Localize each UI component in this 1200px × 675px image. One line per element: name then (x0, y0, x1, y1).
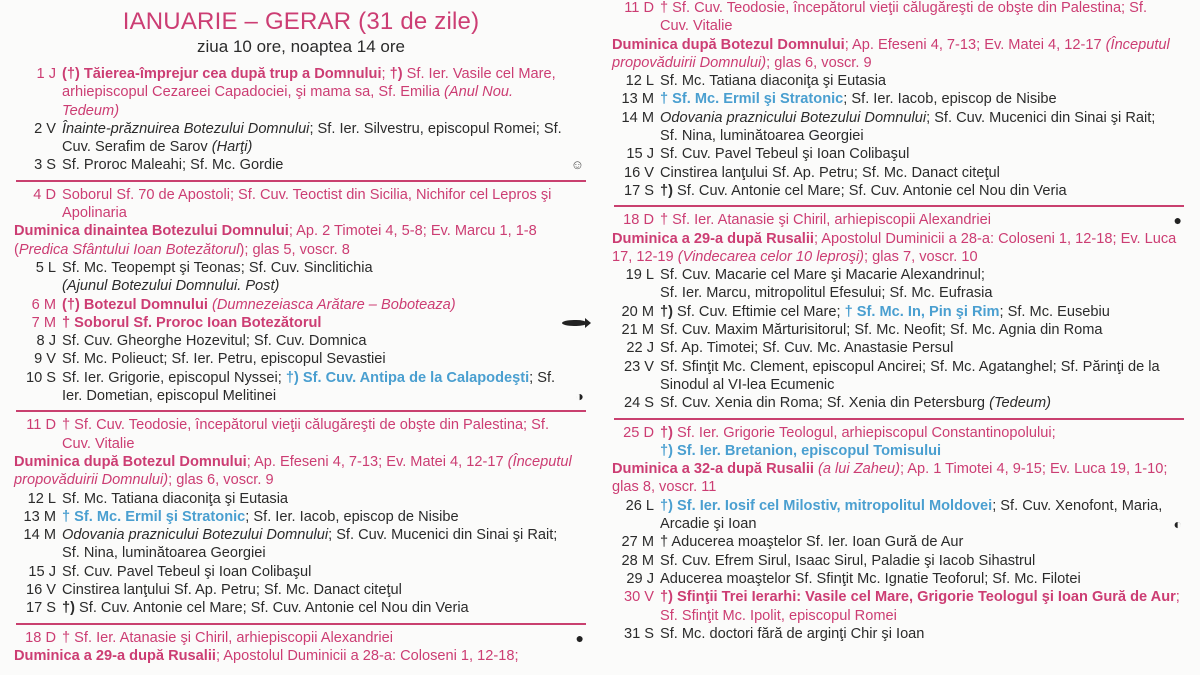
day-entry-21 (612, 321, 1186, 339)
sunday-readings: Duminica după Botezul Domnului; Ap. Efeseni 4, 7-13; Ev. Matei 4, 12-17 (Începutul propovăduirii Domnului); glas 6, voscr. 9 (14, 453, 572, 489)
day-text: Înainte-prăznuirea Botezului Domnului; Sf. Ier. Silvestru, episcopul Romei; Sf. Cuv. Serafim de Sarov (Harţi) (62, 120, 562, 156)
day-text: †) Sf. Cuv. Antonie cel Mare; Sf. Cuv. Antonie cel Nou din Veria (62, 600, 469, 617)
day-entry-31 (612, 625, 1186, 643)
day-entry-23 (612, 358, 1186, 395)
sunday-readings: Duminica după Botezul Domnului; Ap. Efeseni 4, 7-13; Ev. Matei 4, 12-17 (Începutul propovăduirii Domnului); glas 6, voscr. 9 (612, 36, 1170, 71)
day-number: 5 L (35, 259, 56, 276)
day-entry-17 (612, 182, 1186, 200)
day-text: Aducerea moaştelor Sf. Sfinţit Mc. Ignatie Teoforul; Sf. Mc. Filotei (660, 570, 1081, 587)
day-number: 18 D (623, 212, 654, 229)
day-text: Odovania praznicului Botezului Domnului; Sf. Cuv. Mucenici din Sinai şi Rait; Sf. Nina, luminătoarea Georgiei (62, 527, 558, 562)
day-entry-10 (14, 369, 588, 406)
week-divider (16, 180, 586, 182)
day-entry-28 (612, 552, 1186, 570)
day-text: Sf. Cuv. Macarie cel Mare şi Macarie Alexandrinul; Sf. Ier. Marcu, mitropolitul Efesului; Sf. Mc. Eufrasia (660, 267, 993, 302)
day-text: † Aducerea moaştelor Sf. Ier. Ioan Gură de Aur (660, 534, 964, 551)
day-entry-9 (14, 350, 588, 368)
day-entry-25 (612, 424, 1186, 461)
day-text: †) Sf. Ier. Iosif cel Milostiv, mitropolitul Moldovei; Sf. Cuv. Xenofont, Maria, Arcadie şi Ioan (660, 497, 1163, 533)
day-entry-14 (612, 109, 1186, 146)
day-entry-14 (14, 526, 588, 563)
day-entry-19 (612, 266, 1186, 303)
day-entry-20 (612, 303, 1186, 321)
month-title: IANUARIE – GERAR (31 de zile) (122, 8, 480, 35)
day-number: 11 D (26, 417, 56, 434)
day-number: 16 V (25, 582, 56, 599)
fish-icon (562, 320, 586, 326)
day-text: (†) Tăierea-împrejur cea după trup a Domnului; †) Sf. Ier. Vasile cel Mare, arhiepiscopul Cezareei Capadociei, şi mama sa, Sf. Emilia (Anul Nou. Tedeum) (62, 66, 556, 119)
day-entry-17 (14, 599, 588, 617)
day-entry-18 (612, 211, 1186, 229)
day-number: 23 V (623, 358, 654, 375)
day-number: 30 V (623, 589, 654, 606)
day-entry-15 (14, 563, 588, 581)
day-number: 1 J (36, 66, 56, 82)
day-entry-16 (612, 164, 1186, 182)
day-number: 8 J (36, 333, 56, 350)
sunday-readings: Duminica a 29-a după Rusalii; Apostolul Duminicii a 28-a: Coloseni 1, 12-18; Ev. Luca 17, 12-19 (Vindecarea celor 10 leproşi); glas 7, voscr. 10 (612, 230, 1177, 265)
day-number: 13 M (621, 91, 654, 108)
day-number: 22 J (626, 340, 654, 357)
moon-phase-icon: ☺ (570, 157, 584, 173)
day-text: † Sf. Mc. Ermil şi Stratonic; Sf. Ier. Iacob, episcop de Nisibe (660, 91, 1057, 108)
day-entry-8 (14, 332, 588, 350)
day-number: 4 D (33, 186, 56, 203)
day-number: 2 V (34, 120, 56, 137)
day-number: 21 M (621, 322, 654, 339)
day-entry-13 (14, 508, 588, 526)
day-text: Soborul Sf. 70 de Apostoli; Sf. Cuv. Teoctist din Sicilia, Nichifor cel Lepros şi Apolinaria (62, 186, 552, 222)
day-number: 10 S (25, 369, 56, 386)
day-text: † Sf. Cuv. Teodosie, începătorul vieţii călugăreşti de obşte din Palestina; Sf. Cuv. Vitalie (660, 0, 1148, 35)
week-divider (614, 205, 1184, 207)
day-text: Sf. Ier. Grigorie, episcopul Nyssei; †) Sf. Cuv. Antipa de la Calapodeşti; Sf. Ier. Dometian, episcopul Melitinei (62, 369, 556, 405)
calendar-column-right (612, 0, 1186, 643)
moon-first-quarter-icon: ◑ (575, 388, 584, 405)
day-text: Sf. Mc. Polieuct; Sf. Ier. Petru, episcopul Sevastiei (62, 351, 386, 368)
day-number: 17 S (25, 600, 56, 617)
day-entry-30 (612, 588, 1186, 625)
week-divider (16, 623, 586, 625)
day-entry-2 (14, 120, 588, 157)
day-entry-24 (612, 394, 1186, 412)
day-number: 13 M (23, 508, 56, 525)
day-text: Sf. Sfinţit Mc. Clement, episcopul Ancirei; Sf. Mc. Agatanghel; Sf. Părinţi de la Sinodul al VI-lea Ecumenic (660, 358, 1160, 393)
moon-last-quarter-icon: ◐ (1173, 516, 1182, 533)
day-text: † Sf. Cuv. Teodosie, începătorul vieţii călugăreşti de obşte din Palestina; Sf. Cuv. Vitalie (62, 417, 550, 452)
day-entry-6 (14, 296, 588, 314)
day-number: 19 L (625, 267, 654, 284)
calendar-column-left (14, 0, 588, 665)
day-entry-5 (14, 259, 588, 296)
day-number: 14 M (23, 527, 56, 544)
day-text: Sf. Mc. doctori fără de arginţi Chir şi Ioan (660, 625, 925, 642)
sunday-readings: Duminica dinaintea Botezului Domnului; Ap. 2 Timotei 4, 5-8; Ev. Marcu 1, 1-8 (Predica Sfântului Ioan Botezătorul); glas 5, voscr. 8 (14, 223, 537, 258)
day-number: 26 L (625, 497, 654, 514)
week-divider (16, 410, 586, 412)
day-text: † Sf. Ier. Atanasie şi Chiril, arhiepiscopii Alexandriei (660, 212, 991, 229)
day-entry-16 (14, 581, 588, 599)
day-text: Sf. Proroc Maleahi; Sf. Mc. Gordie (62, 157, 284, 174)
day-number: 7 M (31, 314, 56, 331)
day-text: †) Sfinţii Trei Ierarhi: Vasile cel Mare, Grigorie Teologul şi Ioan Gură de Aur; Sf. Sfinţit Mc. Ipolit, episcopul Romei (660, 589, 1180, 624)
day-number: 16 V (623, 164, 654, 181)
day-number: 15 J (28, 563, 56, 580)
sunday-readings: Duminica a 29-a după Rusalii; Apostolul Duminicii a 28-a: Coloseni 1, 12-18; (14, 647, 519, 664)
day-number: 28 M (621, 552, 654, 569)
day-number: 3 S (34, 157, 56, 174)
day-number: 24 S (623, 395, 654, 412)
day-text: (†) Botezul Domnului (Dumnezeiasca Arătare – Boboteaza) (62, 296, 456, 313)
day-entry-13 (612, 90, 1186, 108)
day-entry-11 (612, 0, 1186, 36)
day-text: † Sf. Ier. Atanasie şi Chiril, arhiepiscopii Alexandriei (62, 629, 393, 646)
full-moon-icon: ● (575, 629, 584, 646)
day-entry-18 (14, 629, 588, 647)
day-number: 20 M (621, 303, 654, 320)
week-divider (614, 418, 1184, 420)
day-entry-27 (612, 533, 1186, 551)
day-text: Cinstirea lanţului Sf. Ap. Petru; Sf. Mc. Danact citeţul (62, 582, 402, 599)
day-entry-29 (612, 570, 1186, 588)
day-text: Cinstirea lanţului Sf. Ap. Petru; Sf. Mc. Danact citeţul (660, 164, 1000, 181)
day-text: † Sf. Mc. Ermil şi Stratonic; Sf. Ier. Iacob, episcop de Nisibe (62, 508, 459, 525)
day-number: 27 M (621, 534, 654, 551)
day-number: 31 S (623, 625, 654, 642)
day-text: Odovania praznicului Botezului Domnului; Sf. Cuv. Mucenici din Sinai şi Rait; Sf. Nina, luminătoarea Georgiei (660, 109, 1156, 145)
day-entry-26 (612, 497, 1186, 534)
day-text: Sf. Cuv. Efrem Sirul, Isaac Sirul, Paladie şi Iacob Sihastrul (660, 552, 1036, 569)
day-text: † Soborul Sf. Proroc Ioan Botezătorul (62, 314, 322, 331)
day-text: Sf. Ap. Timotei; Sf. Cuv. Mc. Anastasie Persul (660, 340, 954, 357)
day-entry-15 (612, 145, 1186, 163)
day-entry-12 (612, 72, 1186, 90)
day-text: †) Sf. Ier. Grigorie Teologul, arhiepiscopul Constantinopolului; †) Sf. Ier. Bretanion, episcopul Tomisului (660, 424, 1056, 459)
sunday-readings: Duminica a 32-a după Rusalii (a lui Zaheu); Ap. 1 Timotei 4, 9-15; Ev. Luca 19, 1-10; glas 8, voscr. 11 (612, 461, 1168, 496)
day-entry-12 (14, 490, 588, 508)
day-number: 15 J (626, 146, 654, 163)
day-number: 14 M (621, 109, 654, 126)
day-number: 12 L (27, 490, 56, 507)
day-number: 25 D (623, 424, 654, 441)
day-text: Sf. Mc. Tatiana diaconiţa şi Eutasia (660, 73, 887, 90)
day-text: Sf. Cuv. Gheorghe Hozevitul; Sf. Cuv. Domnica (62, 333, 367, 350)
day-text: Sf. Cuv. Pavel Tebeul şi Ioan Colibaşul (660, 146, 910, 163)
day-text: Sf. Mc. Teopempt şi Teonas; Sf. Cuv. Sinclitichia (Ajunul Botezului Domnului. Post) (62, 259, 373, 295)
full-moon-icon: ● (1173, 212, 1182, 229)
day-text: †) Sf. Cuv. Eftimie cel Mare; † Sf. Mc. In, Pin şi Rim; Sf. Mc. Eusebiu (660, 303, 1110, 320)
day-text: Sf. Cuv. Maxim Mărturisitorul; Sf. Mc. Neofit; Sf. Mc. Agnia din Roma (660, 322, 1103, 339)
day-number: 17 S (623, 182, 654, 199)
day-number: 12 L (625, 73, 654, 90)
day-text: †) Sf. Cuv. Antonie cel Mare; Sf. Cuv. Antonie cel Nou din Veria (660, 182, 1067, 199)
day-number: 6 M (31, 296, 56, 313)
day-entry-1 (14, 65, 588, 120)
day-number: 18 D (25, 629, 56, 646)
day-entry-11 (14, 416, 588, 453)
day-entry-7 (14, 314, 588, 332)
day-number: 29 J (626, 570, 654, 587)
day-entry-3 (14, 156, 588, 174)
day-text: Sf. Mc. Tatiana diaconiţa şi Eutasia (62, 490, 289, 507)
day-text: Sf. Cuv. Pavel Tebeul şi Ioan Colibaşul (62, 563, 312, 580)
day-entry-22 (612, 339, 1186, 357)
day-text: Sf. Cuv. Xenia din Roma; Sf. Xenia din Petersburg (Tedeum) (660, 395, 1051, 412)
month-subtitle: ziua 10 ore, noaptea 14 ore (197, 37, 405, 56)
day-number: 9 V (34, 351, 56, 368)
day-entry-4 (14, 186, 588, 223)
day-number: 11 D (624, 0, 654, 16)
